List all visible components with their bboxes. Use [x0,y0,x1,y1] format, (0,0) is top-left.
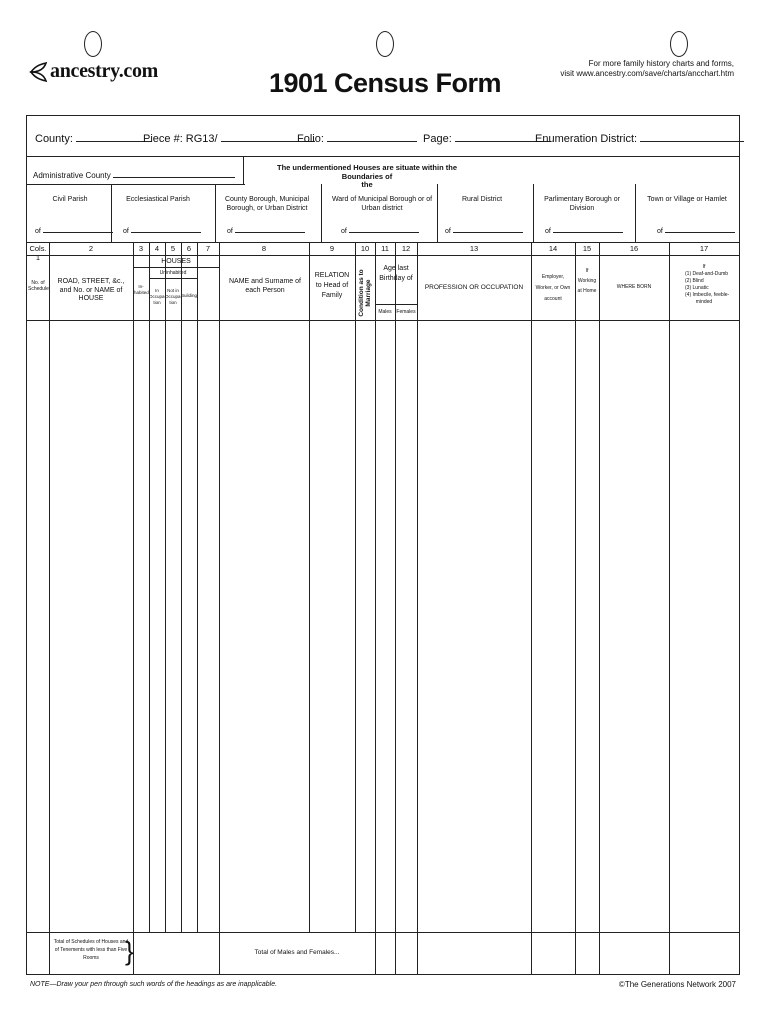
heading-age: Age last Birthday of [379,265,413,282]
punch-hole-icon [84,31,102,57]
heading-uninhabited: Uninhabited [159,270,187,276]
folio-field[interactable]: Folio: [297,132,417,145]
of-field[interactable]: of [445,226,523,235]
col-number: 8 [261,244,267,253]
heading-road: ROAD, STREET, &c., and No. or NAME of HOUSE [57,278,125,302]
total-persons-label: Total of Males and Females... [254,949,340,956]
page-field[interactable]: Page: [423,132,551,145]
area-ecclesiastical-parish: Ecclesiastical Parish [126,196,190,203]
col-number: 15 [582,244,592,253]
punch-hole-icon [670,31,688,57]
of-field[interactable]: of [341,226,419,235]
col-number: 6 [186,244,192,253]
logo-text: ancestry.com [50,60,159,82]
of-field[interactable]: of [35,226,113,235]
heading-schedule: No. of Schedule [28,280,49,292]
col-number: 4 [154,244,160,253]
heading-in-occupation: In Occupa-tion [149,288,167,305]
more-info: For more family history charts and forms, visit www.ancestry.com/save/charts/ancchart.htm [560,59,734,78]
administrative-county-field[interactable]: Administrative County [33,168,235,180]
area-ward: Ward of Municipal Borough or of Urban district [331,196,433,212]
col-number: 14 [548,244,558,253]
heading-inhabited: In-habited [134,284,149,295]
col-number: 10 [360,244,370,253]
area-parliamentary-borough: Parlimentary Borough or Division [544,196,620,212]
brace-icon: } [125,936,134,966]
col-number: 2 [88,244,94,253]
col-number: 7 [205,244,211,253]
area-rural-district: Rural District [461,196,503,203]
footnote: NOTE—Draw your pen through such words of the headings as are inapplicable. [30,981,278,988]
col-number: 5 [170,244,176,253]
heading-condition: Condition as to Marriage [358,269,372,317]
of-field[interactable]: of [657,226,735,235]
area-town-village: Town or Village or Hamlet [647,196,727,203]
heading-houses: HOUSES [161,258,191,265]
col-number: 12 [401,244,411,253]
copyright: ©The Generations Network 2007 [618,980,736,989]
col-number: 9 [329,244,335,253]
census-table [26,115,740,975]
of-field[interactable]: of [227,226,305,235]
area-county-borough: County Borough, Municipal Borough, or Urban District [224,196,310,212]
heading-building: Building [181,293,198,298]
heading-not-in-occupation: Not in Occupa-tion [165,288,183,305]
col-number: 16 [629,244,639,253]
heading-name: NAME and Surname of each Person [229,278,301,294]
of-field[interactable]: of [545,226,623,235]
boundaries-heading: The undermentioned Houses are situate within the Boundaries of the [276,163,458,189]
heading-females: Females [396,309,416,315]
piece-field[interactable]: Piece #: RG13/ [143,132,315,145]
heading-working-at-home: If Working at Home [577,268,597,294]
heading-employer: Employer, Worker, or Own account [535,274,571,302]
heading-relation: RELATION to Head of Family [314,272,350,299]
col-number: Cols. 1 [29,244,47,262]
heading-infirmity: If (1) Deaf-and-Dumb (2) Blind (3) Lunatic (4) Imbecile, feeble- minded [685,264,730,305]
heading-occupation: PROFESSION OR OCCUPATION [424,284,524,291]
total-schedules-label: Total of Schedules of Houses and of Tenements with less than Five Rooms [53,939,129,961]
col-number: 13 [469,244,479,253]
enumeration-district-field[interactable]: Enumeration District: [535,132,744,145]
col-number: 11 [381,244,389,253]
col-number: 3 [138,244,144,253]
heading-where-born: WHERE BORN [616,284,652,290]
col-number: 17 [699,244,709,253]
heading-males: Males [378,309,392,315]
page-title: 1901 Census Form [268,68,502,98]
of-field[interactable]: of [123,226,201,235]
county-field[interactable]: County: [35,132,152,145]
punch-hole-icon [376,31,394,57]
area-civil-parish: Civil Parish [52,196,88,203]
